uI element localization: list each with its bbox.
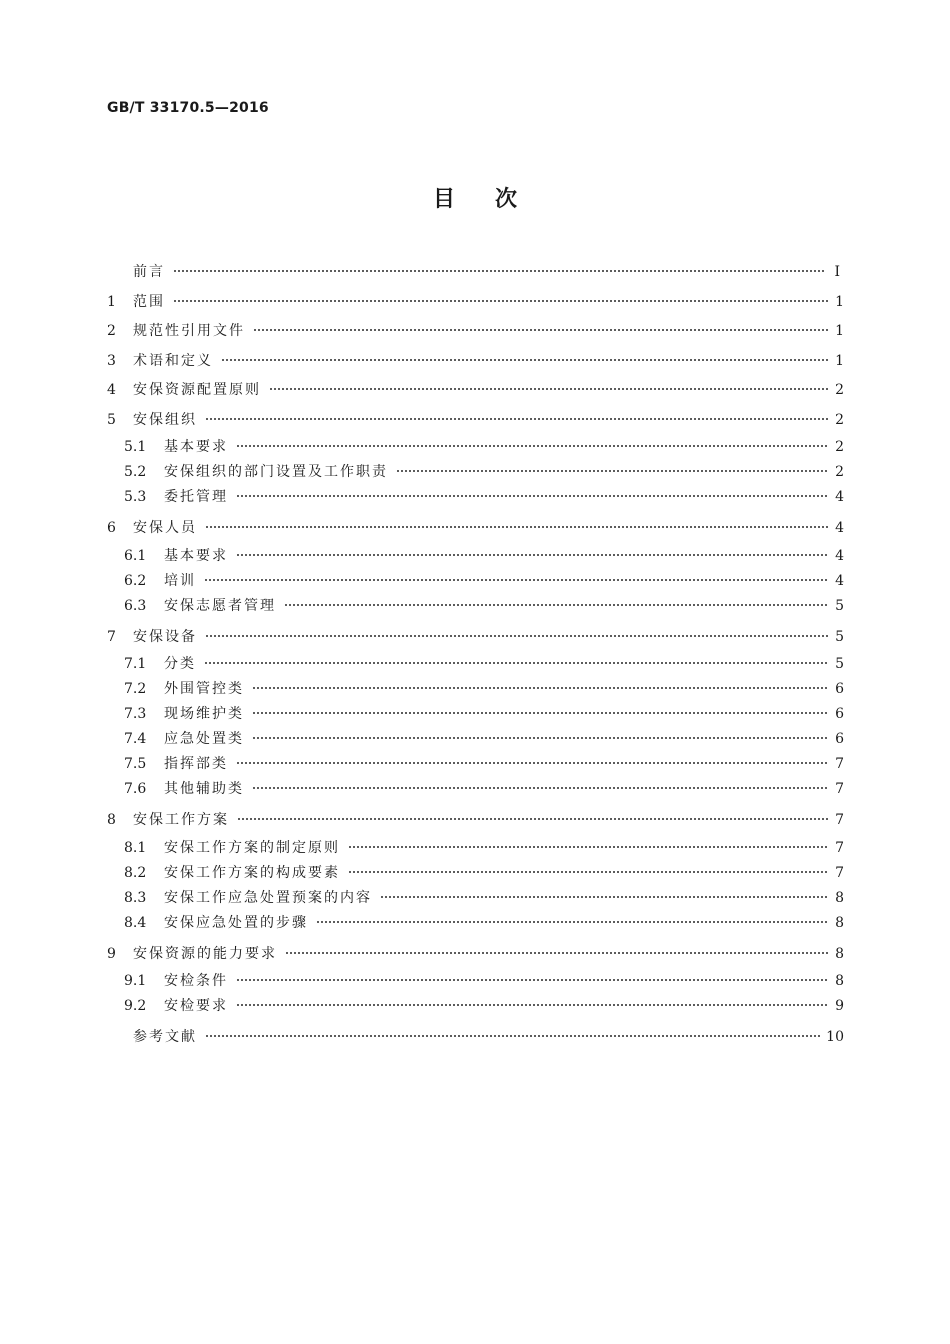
toc-entry-page-number: 6	[835, 731, 844, 747]
dot-leader	[221, 359, 829, 361]
toc-entry-label: 培训	[164, 572, 196, 589]
toc-entry-page-number: Ⅰ	[834, 264, 840, 280]
toc-subentry[interactable]	[107, 969, 844, 994]
toc-entry[interactable]	[107, 347, 844, 377]
toc-entry[interactable]	[107, 514, 844, 544]
toc-subentry[interactable]	[107, 861, 844, 886]
toc-entry-page-number: 10	[826, 1029, 844, 1045]
toc-entry-label: 参考文献	[133, 1029, 197, 1045]
toc-entry-number: 5	[107, 411, 116, 428]
toc-entry-label: 安保人员	[133, 520, 197, 536]
toc-entry-label: 安保工作方案的构成要素	[164, 864, 340, 881]
dot-leader	[173, 270, 826, 272]
toc-entry-number: 8.4	[124, 914, 147, 931]
toc-entry-page-number: 4	[835, 489, 844, 505]
toc-entry-label: 安保组织的部门设置及工作职责	[164, 464, 388, 480]
toc-entry-label: 安保资源配置原则	[133, 382, 261, 398]
toc-entry-number: 9.2	[124, 998, 147, 1014]
dot-leader	[236, 762, 829, 764]
toc-entry-label: 前言	[133, 264, 165, 280]
toc-entry-label: 安保设备	[133, 628, 197, 645]
toc-entry-number: 6.2	[124, 572, 147, 589]
dot-leader	[380, 896, 829, 898]
dot-leader	[396, 470, 829, 472]
toc-entry-number: 1	[107, 293, 116, 310]
toc-entry-label: 安保工作应急处置预案的内容	[164, 889, 372, 906]
toc-entry-label: 安保资源的能力要求	[133, 945, 277, 962]
table-of-contents	[107, 258, 844, 1053]
dot-leader	[205, 418, 829, 420]
dot-leader	[269, 388, 829, 390]
toc-entry-label: 外围管控类	[164, 681, 244, 697]
toc-entry-number: 8.1	[124, 839, 147, 856]
toc-entry-page-number: 8	[835, 945, 844, 962]
toc-entry-number: 4	[107, 382, 116, 398]
toc-entry-label: 委托管理	[164, 489, 228, 505]
toc-entry-number: 6	[107, 520, 116, 536]
toc-subentry[interactable]	[107, 752, 844, 777]
toc-entry[interactable]	[107, 1023, 844, 1053]
toc-entry-number: 5.1	[124, 439, 147, 455]
toc-subentry[interactable]	[107, 594, 844, 619]
standard-code: GB/T 33170.5—2016	[107, 100, 269, 116]
dot-leader	[285, 952, 829, 954]
dot-leader	[236, 1004, 829, 1006]
toc-entry[interactable]	[107, 406, 844, 436]
toc-subentry[interactable]	[107, 836, 844, 861]
toc-entry-page-number: 7	[835, 756, 844, 772]
toc-entry-label: 安检要求	[164, 998, 228, 1014]
toc-entry-number: 8.3	[124, 889, 147, 906]
toc-entry-number: 6.3	[124, 597, 147, 614]
toc-entry-page-number: 9	[835, 998, 844, 1014]
toc-entry-page-number: 6	[835, 681, 844, 697]
toc-entry-page-number: 2	[835, 464, 844, 480]
toc-entry-number: 8.2	[124, 864, 147, 881]
dot-leader	[204, 579, 829, 581]
dot-leader	[236, 554, 829, 556]
dot-leader	[252, 687, 829, 689]
toc-subentry[interactable]	[107, 994, 844, 1019]
toc-entry-label: 安检条件	[164, 973, 228, 989]
toc-entry-page-number: 8	[835, 973, 844, 989]
toc-subentry[interactable]	[107, 911, 844, 936]
toc-entry-label: 范围	[133, 293, 165, 310]
toc-entry-label: 基本要求	[164, 439, 228, 455]
dot-leader	[205, 635, 829, 637]
toc-entry-label: 其他辅助类	[164, 781, 244, 797]
toc-entry-label: 应急处置类	[164, 731, 244, 747]
toc-subentry[interactable]	[107, 652, 844, 677]
dot-leader	[205, 526, 829, 528]
toc-entry-label: 分类	[164, 656, 196, 672]
toc-entry-number: 3	[107, 352, 116, 369]
toc-entry[interactable]	[107, 806, 844, 836]
toc-entry-number: 9.1	[124, 973, 147, 989]
toc-entry[interactable]	[107, 317, 844, 347]
toc-entry-label: 规范性引用文件	[133, 323, 245, 339]
toc-entry-page-number: 8	[835, 914, 844, 931]
toc-entry-label: 指挥部类	[164, 756, 228, 772]
toc-subentry[interactable]	[107, 460, 844, 485]
toc-entry[interactable]	[107, 258, 844, 288]
toc-entry-label: 安保志愿者管理	[164, 597, 276, 614]
toc-entry-number: 8	[107, 812, 116, 828]
toc-entry-number: 7.4	[124, 731, 147, 747]
toc-entry-number: 2	[107, 323, 116, 339]
toc-entry-label: 安保工作方案的制定原则	[164, 839, 340, 856]
toc-subentry[interactable]	[107, 702, 844, 727]
toc-entry-page-number: 5	[835, 656, 844, 672]
toc-entry-number: 7.2	[124, 681, 147, 697]
toc-entry-label: 安保应急处置的步骤	[164, 914, 308, 931]
toc-subentry[interactable]	[107, 886, 844, 911]
dot-leader	[237, 818, 829, 820]
dot-leader	[204, 662, 829, 664]
toc-entry-page-number: 7	[835, 839, 844, 856]
toc-entry-number: 7.1	[124, 656, 147, 672]
toc-entry-page-number: 2	[835, 382, 844, 398]
dot-leader	[316, 921, 829, 923]
toc-subentry[interactable]	[107, 727, 844, 752]
toc-entry-number: 7.6	[124, 781, 147, 797]
toc-entry-number: 5.3	[124, 489, 147, 505]
dot-leader	[284, 604, 829, 606]
toc-subentry[interactable]	[107, 777, 844, 802]
toc-subentry[interactable]	[107, 677, 844, 702]
dot-leader	[253, 329, 829, 331]
toc-entry-page-number: 7	[835, 812, 844, 828]
toc-entry-number: 5.2	[124, 464, 147, 480]
toc-entry-label: 安保工作方案	[133, 812, 229, 828]
dot-leader	[236, 979, 829, 981]
dot-leader	[252, 737, 829, 739]
dot-leader	[252, 712, 829, 714]
dot-leader	[173, 300, 829, 302]
toc-entry-page-number: 4	[835, 520, 844, 536]
toc-entry-page-number: 2	[835, 439, 844, 455]
toc-entry-number: 7.3	[124, 706, 147, 722]
toc-entry-page-number: 1	[835, 323, 844, 339]
toc-entry-number: 9	[107, 945, 116, 962]
dot-leader	[348, 871, 829, 873]
toc-entry[interactable]	[107, 288, 844, 318]
toc-entry[interactable]	[107, 623, 844, 653]
toc-entry[interactable]	[107, 940, 844, 970]
toc-subentry[interactable]	[107, 544, 844, 569]
toc-entry-number: 6.1	[124, 547, 147, 564]
toc-entry[interactable]	[107, 376, 844, 406]
toc-entry-page-number: 8	[835, 889, 844, 906]
toc-entry-page-number: 4	[835, 572, 844, 589]
toc-subentry[interactable]	[107, 569, 844, 594]
toc-entry-page-number: 5	[835, 628, 844, 645]
toc-entry-label: 现场维护类	[164, 706, 244, 722]
toc-entry-page-number: 2	[835, 411, 844, 428]
dot-leader	[236, 495, 829, 497]
dot-leader	[348, 846, 829, 848]
toc-entry-number: 7	[107, 628, 116, 645]
toc-entry-label: 安保组织	[133, 411, 197, 428]
toc-subentry[interactable]	[107, 435, 844, 460]
dot-leader	[236, 445, 829, 447]
toc-entry-page-number: 7	[835, 864, 844, 881]
dot-leader	[252, 787, 829, 789]
toc-entry-page-number: 1	[835, 352, 844, 369]
page-title: 目次	[432, 187, 557, 212]
toc-subentry[interactable]	[107, 485, 844, 510]
toc-entry-page-number: 4	[835, 547, 844, 564]
toc-entry-number: 7.5	[124, 756, 147, 772]
toc-entry-label: 术语和定义	[133, 352, 213, 369]
toc-entry-page-number: 6	[835, 706, 844, 722]
toc-entry-label: 基本要求	[164, 547, 228, 564]
toc-entry-page-number: 7	[835, 781, 844, 797]
dot-leader	[205, 1035, 820, 1037]
toc-entry-page-number: 5	[835, 597, 844, 614]
toc-entry-page-number: 1	[835, 293, 844, 310]
